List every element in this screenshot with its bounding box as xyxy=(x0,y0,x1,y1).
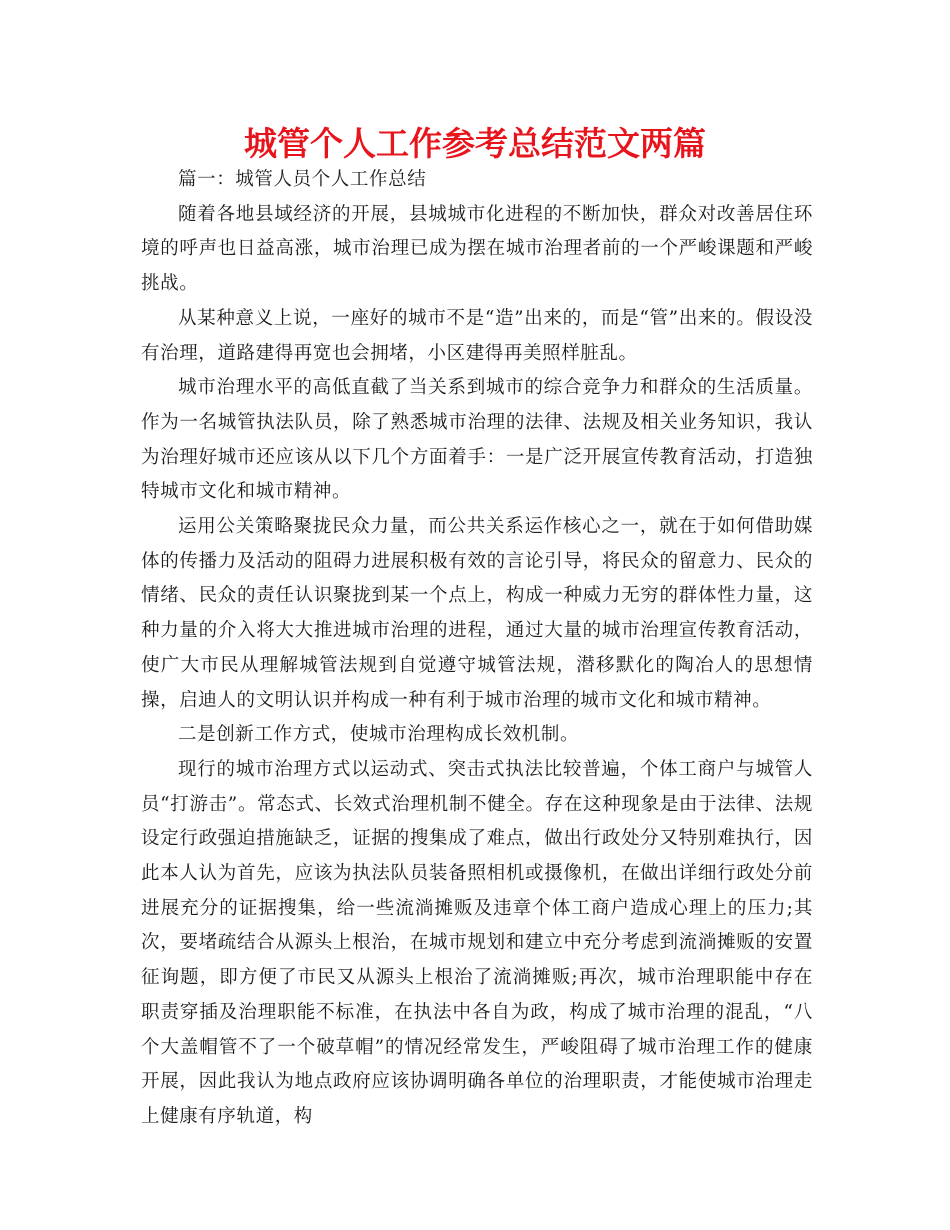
document-body xyxy=(141,163,813,1135)
paragraph: 城市治理水平的高低直截了当关系到城市的综合竞争力和群众的生活质量。作为一名城管执法队员，除了熟悉城市治理的法律、法规及相关业务知识，我认为治理好城市还应该从以下几个方面着手：一是广泛开展宣传教育活动，打造独特城市文化和城市精神。 xyxy=(141,377,813,503)
paragraph-section-heading: 篇一：城管人员个人工作总结 xyxy=(178,169,427,190)
paragraph: 现行的城市治理方式以运动式、突击式执法比较普遍，个体工商户与城管人员“打游击”。常态式、长效式治理机制不健全。存在这种现象是由于法律、法规设定行政强迫措施缺乏，证据的搜集成了难点，做出行政处分又特别难执行，因此本人认为首先，应该为执法队员装备照相机或摄像机，在做出详细行政处分前进展充分的证据搜集，给一些流淌摊贩及违章个体工商户造成心理上的压力;其次，要堵疏结合从源头上根治，在城市规划和建立中充分考虑到流淌摊贩的安置征询题，即方便了市民又从源头上根治了流淌摊贩;再次，城市治理职能中存在职责穿插及治理职能不标准，在执法中各自为政，构成了城市治理的混乱，“八个大盖帽管不了一个破草帽”的情况经常发生，严峻阻碍了城市治理工作的健康开展，因此我认为地点政府应该协调明确各单位的治理职责，才能使城市治理走上健康有序轨道，构 xyxy=(141,758,813,1127)
document-title: 城管个人工作参考总结范文两篇 xyxy=(244,124,706,163)
paragraph: 运用公关策略聚拢民众力量，而公共关系运作核心之一，就在于如何借助媒体的传播力及活动的阻碍力进展积极有效的言论引导，将民众的留意力、民众的情绪、民众的责任认识聚拢到某一个点上，构成一种威力无穷的群体性力量，这种力量的介入将大大推进城市治理的进程，通过大量的城市治理宣传教育活动，使广大市民从理解城管法规到自觉遵守城管法规，潜移默化的陶冶人的思想情操，启迪人的文明认识并构成一种有利于城市治理的城市文化和城市精神。 xyxy=(141,516,813,711)
paragraph: 二是创新工作方式，使城市治理构成长效机制。 xyxy=(178,724,580,746)
paragraph: 从某种意义上说，一座好的城市不是“造”出来的，而是“管”出来的。假设没有治理，道路建得再宽也会拥堵，小区建得再美照样脏乱。 xyxy=(141,307,813,364)
paragraph: 随着各地县域经济的开展，县城城市化进程的不断加快，群众对改善居住环境的呼声也日益高涨，城市治理已成为摆在城市治理者前的一个严峻课题和严峻挑战。 xyxy=(141,203,813,295)
